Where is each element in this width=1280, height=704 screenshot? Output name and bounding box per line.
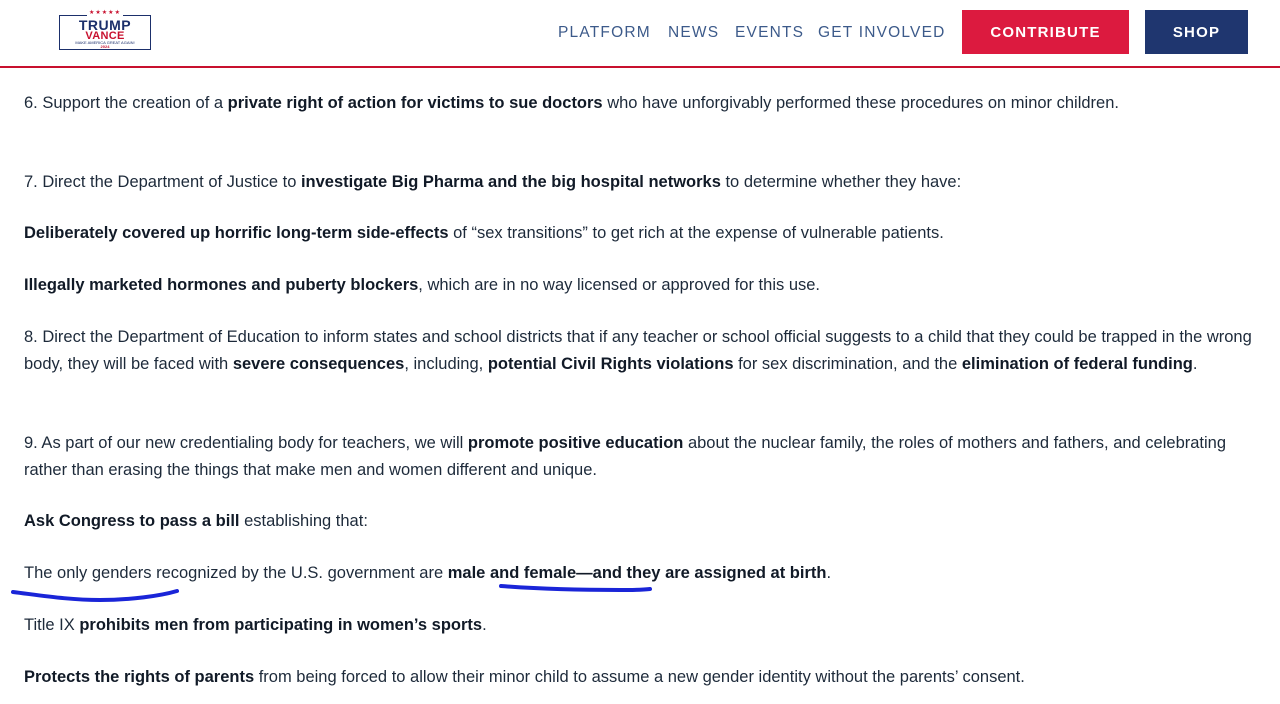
text-segment: , including, (404, 355, 488, 373)
trump-vance-logo[interactable] (59, 10, 151, 50)
logo-line-vance: VANCE (85, 30, 125, 42)
text-segment: to determine whether they have: (720, 173, 962, 191)
logo-year: 2024 (100, 44, 110, 49)
paragraph-hormones (24, 272, 1259, 299)
text-segment: about the nuclear family, the roles of mothers and fathers, and celebrating rather than erasing the things that make men and women different and unique. (24, 434, 1227, 479)
text-segment: for sex discrimination, and the (733, 355, 962, 373)
text-segment: , which are in no way licensed or approved for this use. (418, 276, 821, 294)
paragraph-side-effects (24, 220, 1259, 247)
bold-text: potential Civil Rights violations (487, 355, 734, 373)
bold-text: male and female—and they are assigned at birth (447, 564, 827, 582)
shop-button[interactable]: SHOP (1145, 10, 1248, 54)
bold-text: Illegally marketed hormones and puberty blockers (24, 276, 419, 294)
paragraph-9 (24, 430, 1259, 484)
text-segment: 9. As part of our new credentialing body for teachers, we will (24, 434, 468, 452)
paragraph-7 (24, 169, 1259, 196)
text-segment: The only genders recognized by the U.S. government are (24, 564, 448, 582)
nav-get-involved[interactable]: GET INVOLVED (818, 24, 946, 41)
paragraph-title-ix (24, 612, 1259, 639)
nav-platform[interactable]: PLATFORM (558, 24, 651, 41)
logo-stars-icon: ★★★★★ (89, 10, 121, 16)
bold-text: prohibits men from participating in women’s sports (79, 616, 483, 634)
text-segment: who have unforgivably performed these procedures on minor children. (602, 94, 1119, 112)
logo-line-trump: TRUMP (78, 17, 132, 33)
contribute-button[interactable]: CONTRIBUTE (962, 10, 1129, 54)
text-segment: Title IX (24, 616, 80, 634)
bold-text: investigate Big Pharma and the big hospital networks (300, 173, 721, 191)
text-segment: of “sex transitions” to get rich at the expense of vulnerable patients. (448, 224, 944, 242)
paragraph-8 (24, 324, 1259, 378)
text-segment: . (1192, 355, 1198, 373)
nav-events[interactable]: EVENTS (735, 24, 805, 41)
text-segment: 7. Direct the Department of Justice to (24, 173, 301, 191)
paragraph-genders (24, 560, 1259, 587)
underline-mark-the-only-genders (13, 591, 177, 600)
paragraph-parents (24, 664, 1259, 691)
text-segment: from being forced to allow their minor child to assume a new gender identity without the parents’ consent. (254, 668, 1025, 686)
text-segment: 8. Direct the Department of Education to inform states and school districts that if any teacher or school official suggests to a child that they could be trapped in the wrong body, they will be faced with (24, 328, 1252, 373)
bold-text: Ask Congress to pass a bill (24, 512, 240, 530)
text-segment: . (482, 616, 487, 634)
site-header (0, 0, 1280, 68)
text-segment: . (826, 564, 832, 582)
paragraph-ask-congress (24, 508, 1259, 535)
text-segment: 6. Support the creation of a (24, 94, 228, 112)
nav-news[interactable]: NEWS (668, 24, 720, 41)
bold-text: elimination of federal funding (961, 355, 1193, 373)
bold-text: severe consequences (232, 355, 405, 373)
text-segment: establishing that: (239, 512, 368, 530)
bold-text: Deliberately covered up horrific long-term side-effects (24, 224, 449, 242)
bold-text: Protects the rights of parents (24, 668, 255, 686)
bold-text: private right of action for victims to sue doctors (227, 94, 603, 112)
bold-text: promote positive education (467, 434, 684, 452)
paragraph-6 (24, 90, 1259, 117)
logo-tagline: MAKE AMERICA GREAT AGAIN! (75, 40, 135, 45)
